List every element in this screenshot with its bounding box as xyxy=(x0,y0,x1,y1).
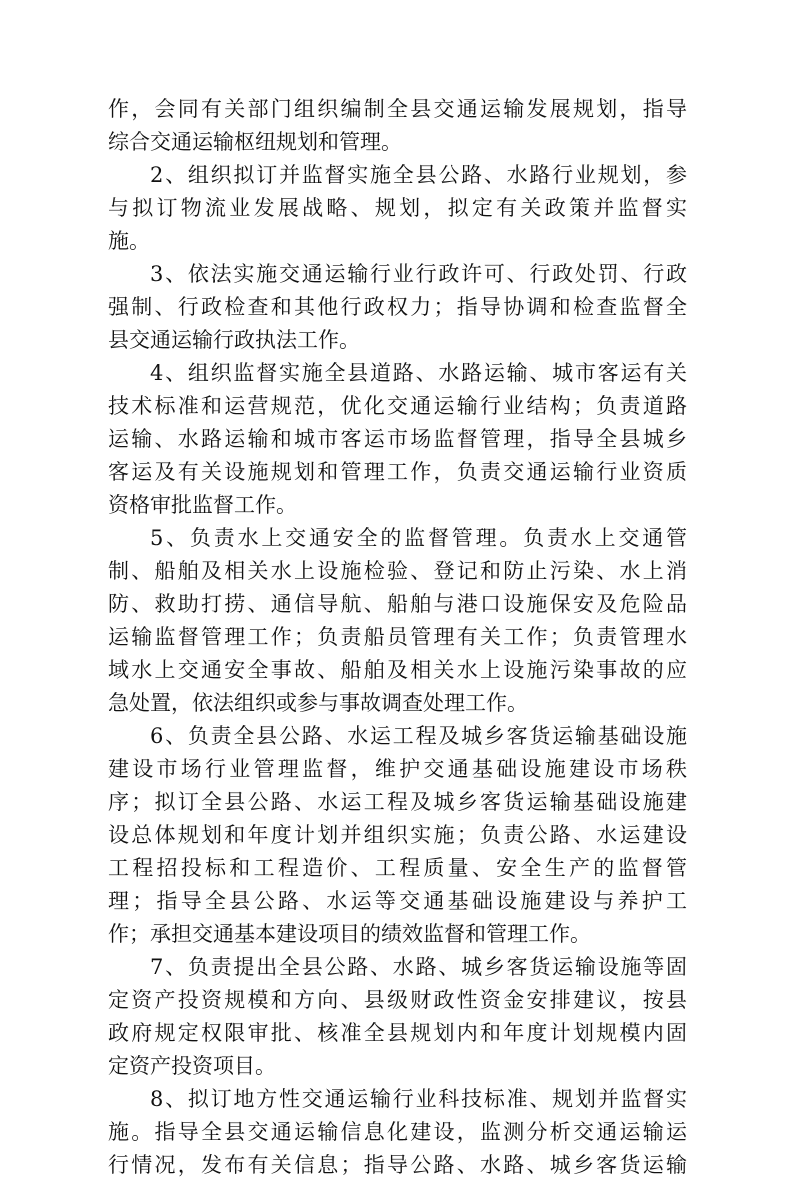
text-line: 客运及有关设施规划和管理工作，负责交通运输行业资质 xyxy=(108,460,687,484)
text-line: 强制、行政检查和其他行政权力；指导协调和检查监督全 xyxy=(108,295,687,319)
text-line: 制、船舶及相关水上设施检验、登记和防止污染、水上消 xyxy=(108,559,687,583)
text-line: 工程招投标和工程造价、工程质量、安全生产的监督管 xyxy=(108,856,687,880)
text-line: 定资产投资规模和方向、县级财政性资金安排建议，按县 xyxy=(108,988,687,1012)
text-line: 建设市场行业管理监督，维护交通基础设施建设市场秩 xyxy=(108,757,687,781)
text-line: 行情况，发布有关信息；指导公路、水路、城乡客货运输 xyxy=(108,1153,687,1177)
text-line: 域水上交通安全事故、船舶及相关水上设施污染事故的应 xyxy=(108,658,687,682)
text-line: 作；承担交通基本建设项目的绩效监督和管理工作。 xyxy=(108,922,591,946)
text-line: 与拟订物流业发展战略、规划，拟定有关政策并监督实 xyxy=(108,196,687,220)
text-line: 序；拟订全县公路、水运工程及城乡客货运输基础设施建 xyxy=(108,790,687,814)
text-line: 理；指导全县公路、水运等交通基础设施建设与养护工 xyxy=(108,889,687,913)
text-line: 施。指导全县交通运输信息化建设，监测分析交通运输运 xyxy=(108,1120,687,1144)
text-line: 8、拟订地方性交通运输行业科技标准、规划并监督实 xyxy=(150,1087,687,1111)
text-line: 5、负责水上交通安全的监督管理。负责水上交通管 xyxy=(150,526,687,550)
text-line: 3、依法实施交通运输行业行政许可、行政处罚、行政 xyxy=(150,262,687,286)
text-line: 防、救助打捞、通信导航、船舶与港口设施保安及危险品 xyxy=(108,592,687,616)
text-line: 施。 xyxy=(108,229,150,253)
text-line: 综合交通运输枢纽规划和管理。 xyxy=(108,130,402,154)
text-line: 定资产投资项目。 xyxy=(108,1054,276,1078)
document-body xyxy=(108,93,687,1182)
text-line: 急处置，依法组织或参与事故调查处理工作。 xyxy=(108,691,528,715)
text-line: 运输监督管理工作；负责船员管理有关工作；负责管理水 xyxy=(108,625,687,649)
text-line: 县交通运输行政执法工作。 xyxy=(108,328,360,352)
text-line: 2、组织拟订并监督实施全县公路、水路行业规划，参 xyxy=(150,163,687,187)
text-line: 运输、水路运输和城市客运市场监督管理，指导全县城乡 xyxy=(108,427,687,451)
text-line: 设总体规划和年度计划并组织实施；负责公路、水运建设 xyxy=(108,823,687,847)
text-line: 4、组织监督实施全县道路、水路运输、城市客运有关 xyxy=(150,361,687,385)
text-line: 7、负责提出全县公路、水路、城乡客货运输设施等固 xyxy=(150,955,687,979)
text-line: 政府规定权限审批、核准全县规划内和年度计划规模内固 xyxy=(108,1021,687,1045)
text-line: 作，会同有关部门组织编制全县交通运输发展规划，指导 xyxy=(108,97,687,121)
text-line: 技术标准和运营规范，优化交通运输行业结构；负责道路 xyxy=(108,394,687,418)
text-line: 资格审批监督工作。 xyxy=(108,493,297,517)
text-line: 6、负责全县公路、水运工程及城乡客货运输基础设施 xyxy=(150,724,687,748)
